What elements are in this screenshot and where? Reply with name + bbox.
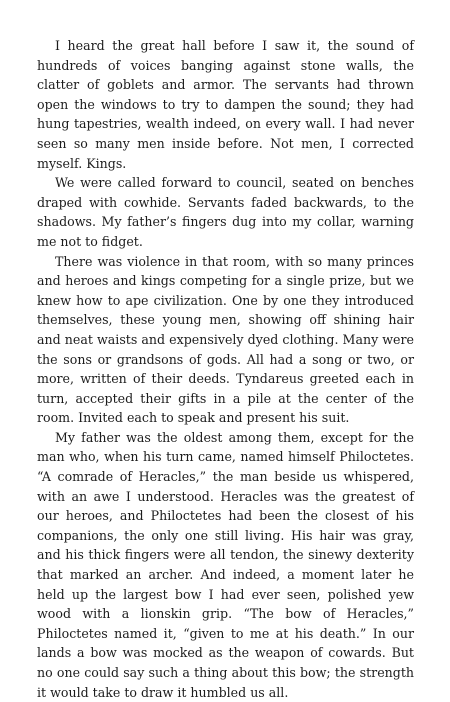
paragraph-4: My father was the oldest among them, except for the man who, when his turn came, named himself Philoctetes. “A comrade of Heracles,” the man beside us whispered, with an awe I understood. Heracles was the greatest of our heroes, and Philoctetes had been the closest of his companions, the only one still living. His hair was gray, and his thick fingers were all tendon, the sinewy dexterity that marked an archer. And indeed, a moment later he held up the largest bow I had ever seen, polished yew wood with a lionskin grip. “The bow of Heracles,” Philoctetes named it, “given to me at his death.” In our lands a bow was mocked as the weapon of cowards. But no one could say such a thing about this bow; the strength it would take to draw it humbled us all.	[37, 429, 414, 700]
paragraph-2: We were called forward to council, seated on benches draped with cowhide. Servants faded backwards, to the shadows. My father’s fingers dug into my collar, warning me not to fidget.	[37, 175, 414, 249]
paragraph-1: I heard the great hall before I saw it, the sound of hundreds of voices banging against stone walls, the clatter of goblets and armor. The servants had thrown open the windows to try to dampen the sound; they had hung tapestries, wealth indeed, on every wall. I had never seen so many men inside before. Not men, I corrected myself. Kings.	[37, 38, 414, 171]
book-page	[37, 36, 414, 702]
paragraph-3: There was violence in that room, with so many princes and heroes and kings competing for a single prize, but we knew how to ape civilization. One by one they introduced themselves, these young men, showing off shining hair and neat waists and expensively dyed clothing. Many were the sons or grandsons of gods. All had a song or two, or more, written of their deeds. Tyndareus greeted each in turn, accepted their gifts in a pile at the center of the room. Invited each to speak and present his suit.	[37, 253, 414, 426]
